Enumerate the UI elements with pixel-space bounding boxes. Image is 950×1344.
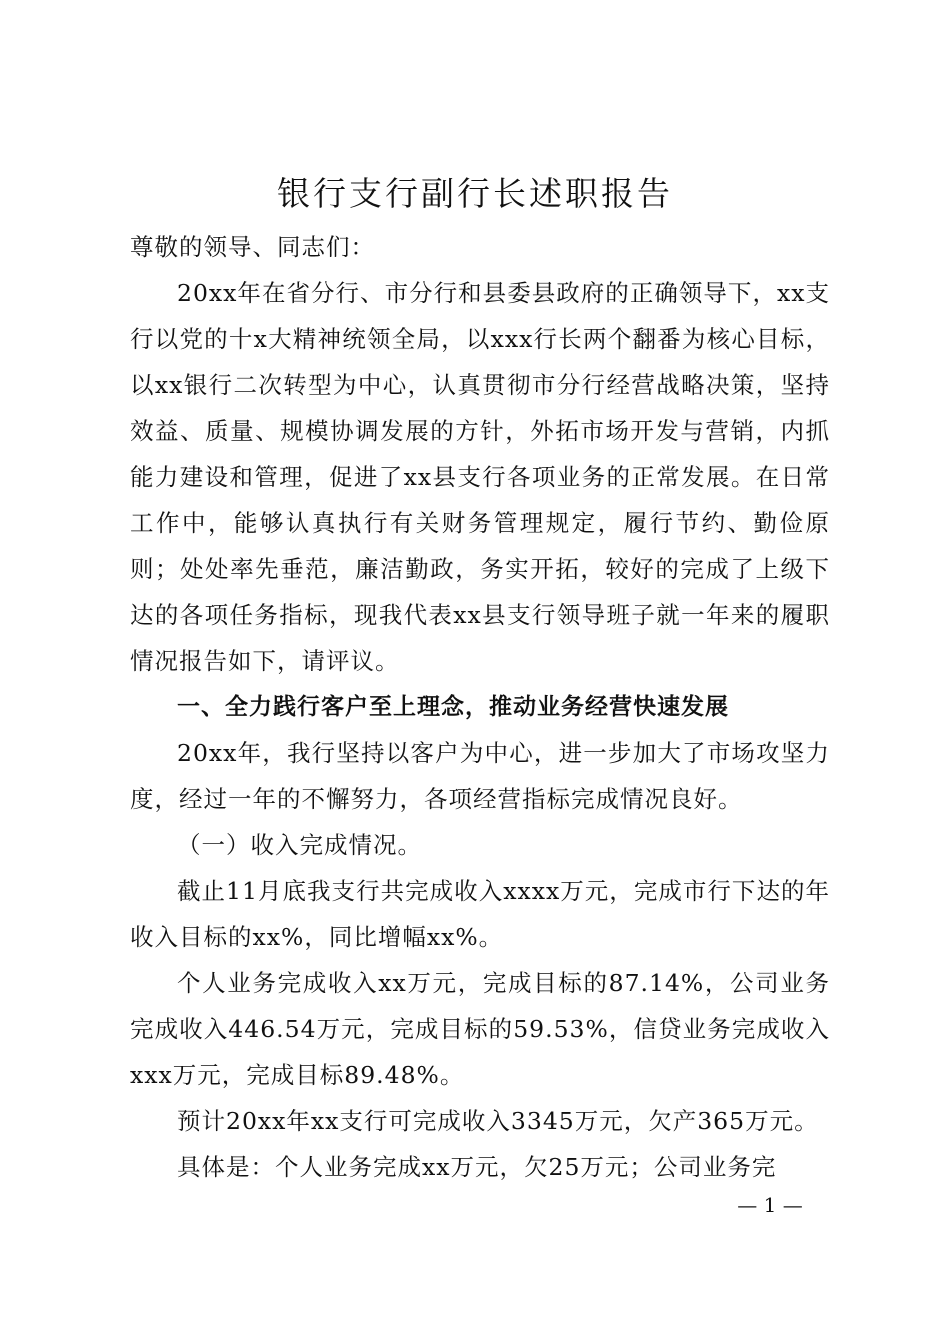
salutation: 尊敬的领导、同志们： bbox=[130, 233, 375, 261]
paragraph-income-total: 截止11月底我支行共完成收入xxxx万元，完成市行下达的年收入目标的xx%，同比增幅xx%。 bbox=[130, 877, 830, 951]
paragraph-income-details: 具体是：个人业务完成xx万元，欠25万元；公司业务完 bbox=[177, 1153, 777, 1181]
page-number: — 1 — bbox=[737, 1193, 803, 1217]
paragraph-income-forecast: 预计20xx年xx支行可完成收入3345万元，欠产365万元。 bbox=[177, 1107, 819, 1135]
section-heading-1: 一、全力践行客户至上理念，推动业务经营快速发展 bbox=[177, 694, 729, 720]
paragraph-intro: 20xx年在省分行、市分行和县委县政府的正确领导下，xx支行以党的十x大精神统领全局，以xxx行长两个翻番为核心目标，以xx银行二次转型为中心，认真贯彻市分行经营战略决策，坚持效益、质量、规模协调发展的方针，外拓市场开发与营销，内抓能力建设和管理，促进了xx县支行各项业务的正常发展。在日常工作中，能够认真执行有关财务管理规定，履行节约、勤俭原则；处处率先垂范，廉洁勤政，务实开拓，较好的完成了上级下达的各项任务指标，现我代表xx县支行领导班子就一年来的履职情况报告如下，请评议。 bbox=[130, 279, 830, 675]
document-body bbox=[130, 224, 830, 1190]
sub-heading-income: （一）收入完成情况。 bbox=[177, 831, 422, 859]
paragraph-income-breakdown: 个人业务完成收入xx万元，完成目标的87.14%，公司业务完成收入446.54万元，完成目标的59.53%，信贷业务完成收入xxx万元，完成目标89.48%。 bbox=[130, 969, 830, 1089]
paragraph-section-1-intro: 20xx年，我行坚持以客户为中心，进一步加大了市场攻坚力度，经过一年的不懈努力，各项经营指标完成情况良好。 bbox=[130, 739, 830, 813]
document-title: 银行支行副行长述职报告 bbox=[277, 174, 673, 213]
